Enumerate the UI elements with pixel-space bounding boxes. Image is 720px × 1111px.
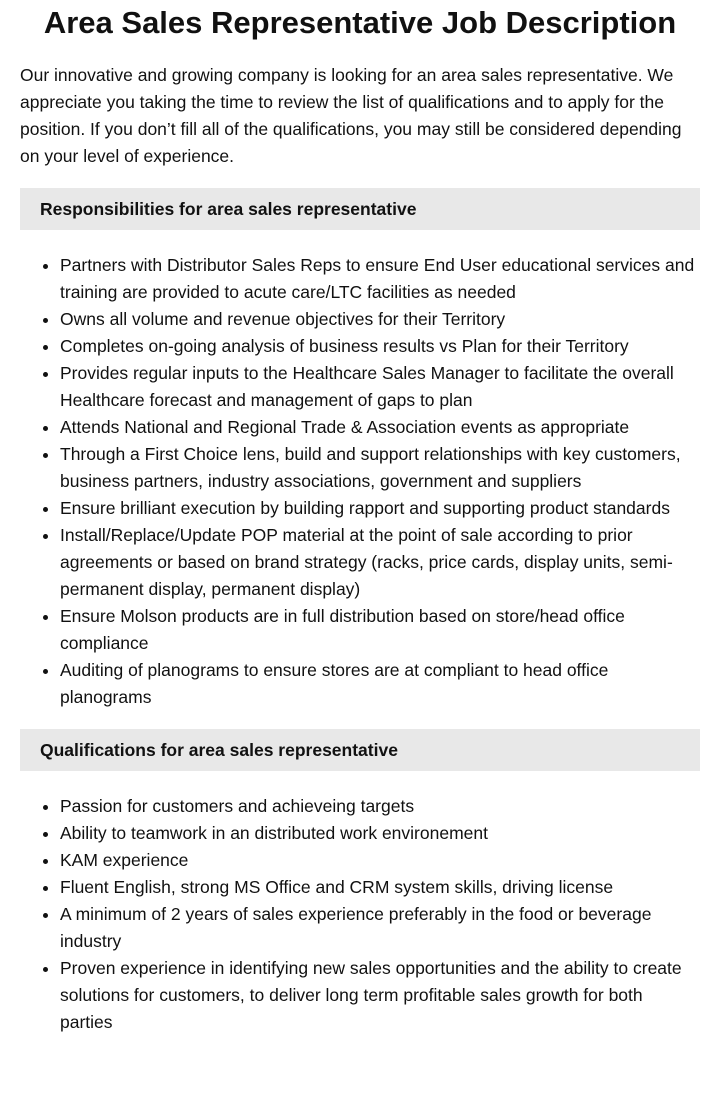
list-item: • Passion for customers and achieveing targets bbox=[60, 793, 700, 820]
responsibilities-list bbox=[20, 252, 700, 711]
page-title: Area Sales Representative Job Description bbox=[43, 5, 677, 40]
list-item: • A minimum of 2 years of sales experience preferably in the food or beverage industry bbox=[60, 901, 700, 955]
list-item: • Fluent English, strong MS Office and CRM system skills, driving license bbox=[60, 874, 700, 901]
list-item: • Completes on-going analysis of business results vs Plan for their Territory bbox=[60, 333, 700, 360]
qualifications-heading: Qualifications for area sales representative bbox=[20, 729, 700, 771]
responsibilities-heading: Responsibilities for area sales representative bbox=[20, 188, 700, 230]
qualifications-list bbox=[20, 793, 700, 1036]
list-item: • Provides regular inputs to the Healthcare Sales Manager to facilitate the overall Healthcare forecast and management of gaps to plan bbox=[60, 360, 700, 414]
list-item: • Ensure brilliant execution by building rapport and supporting product standards bbox=[60, 495, 700, 522]
list-item: • Auditing of planograms to ensure stores are at compliant to head office planograms bbox=[60, 657, 700, 711]
list-item: • Ensure Molson products are in full distribution based on store/head office compliance bbox=[60, 603, 700, 657]
list-item: • Proven experience in identifying new sales opportunities and the ability to create solutions for customers, to deliver long term profitable sales growth for both parties bbox=[60, 955, 700, 1036]
list-item: • Attends National and Regional Trade & Association events as appropriate bbox=[60, 414, 700, 441]
list-item: • Install/Replace/Update POP material at the point of sale according to prior agreements or based on brand strategy (racks, price cards, display units, semi-permanent display, permanent display) bbox=[60, 522, 700, 603]
list-item: • Through a First Choice lens, build and support relationships with key customers, business partners, industry associations, government and suppliers bbox=[60, 441, 700, 495]
list-item: • KAM experience bbox=[60, 847, 700, 874]
list-item: • Ability to teamwork in an distributed work environement bbox=[60, 820, 700, 847]
intro-paragraph: Our innovative and growing company is looking for an area sales representative. We appreciate you taking the time to review the list of qualifications and to apply for the position. If you don’t fill all of the qualifications, you may still be considered depending on your level of experience. bbox=[20, 65, 682, 166]
list-item: • Partners with Distributor Sales Reps to ensure End User educational services and training are provided to acute care/LTC facilities as needed bbox=[60, 252, 700, 306]
list-item: • Owns all volume and revenue objectives for their Territory bbox=[60, 306, 700, 333]
